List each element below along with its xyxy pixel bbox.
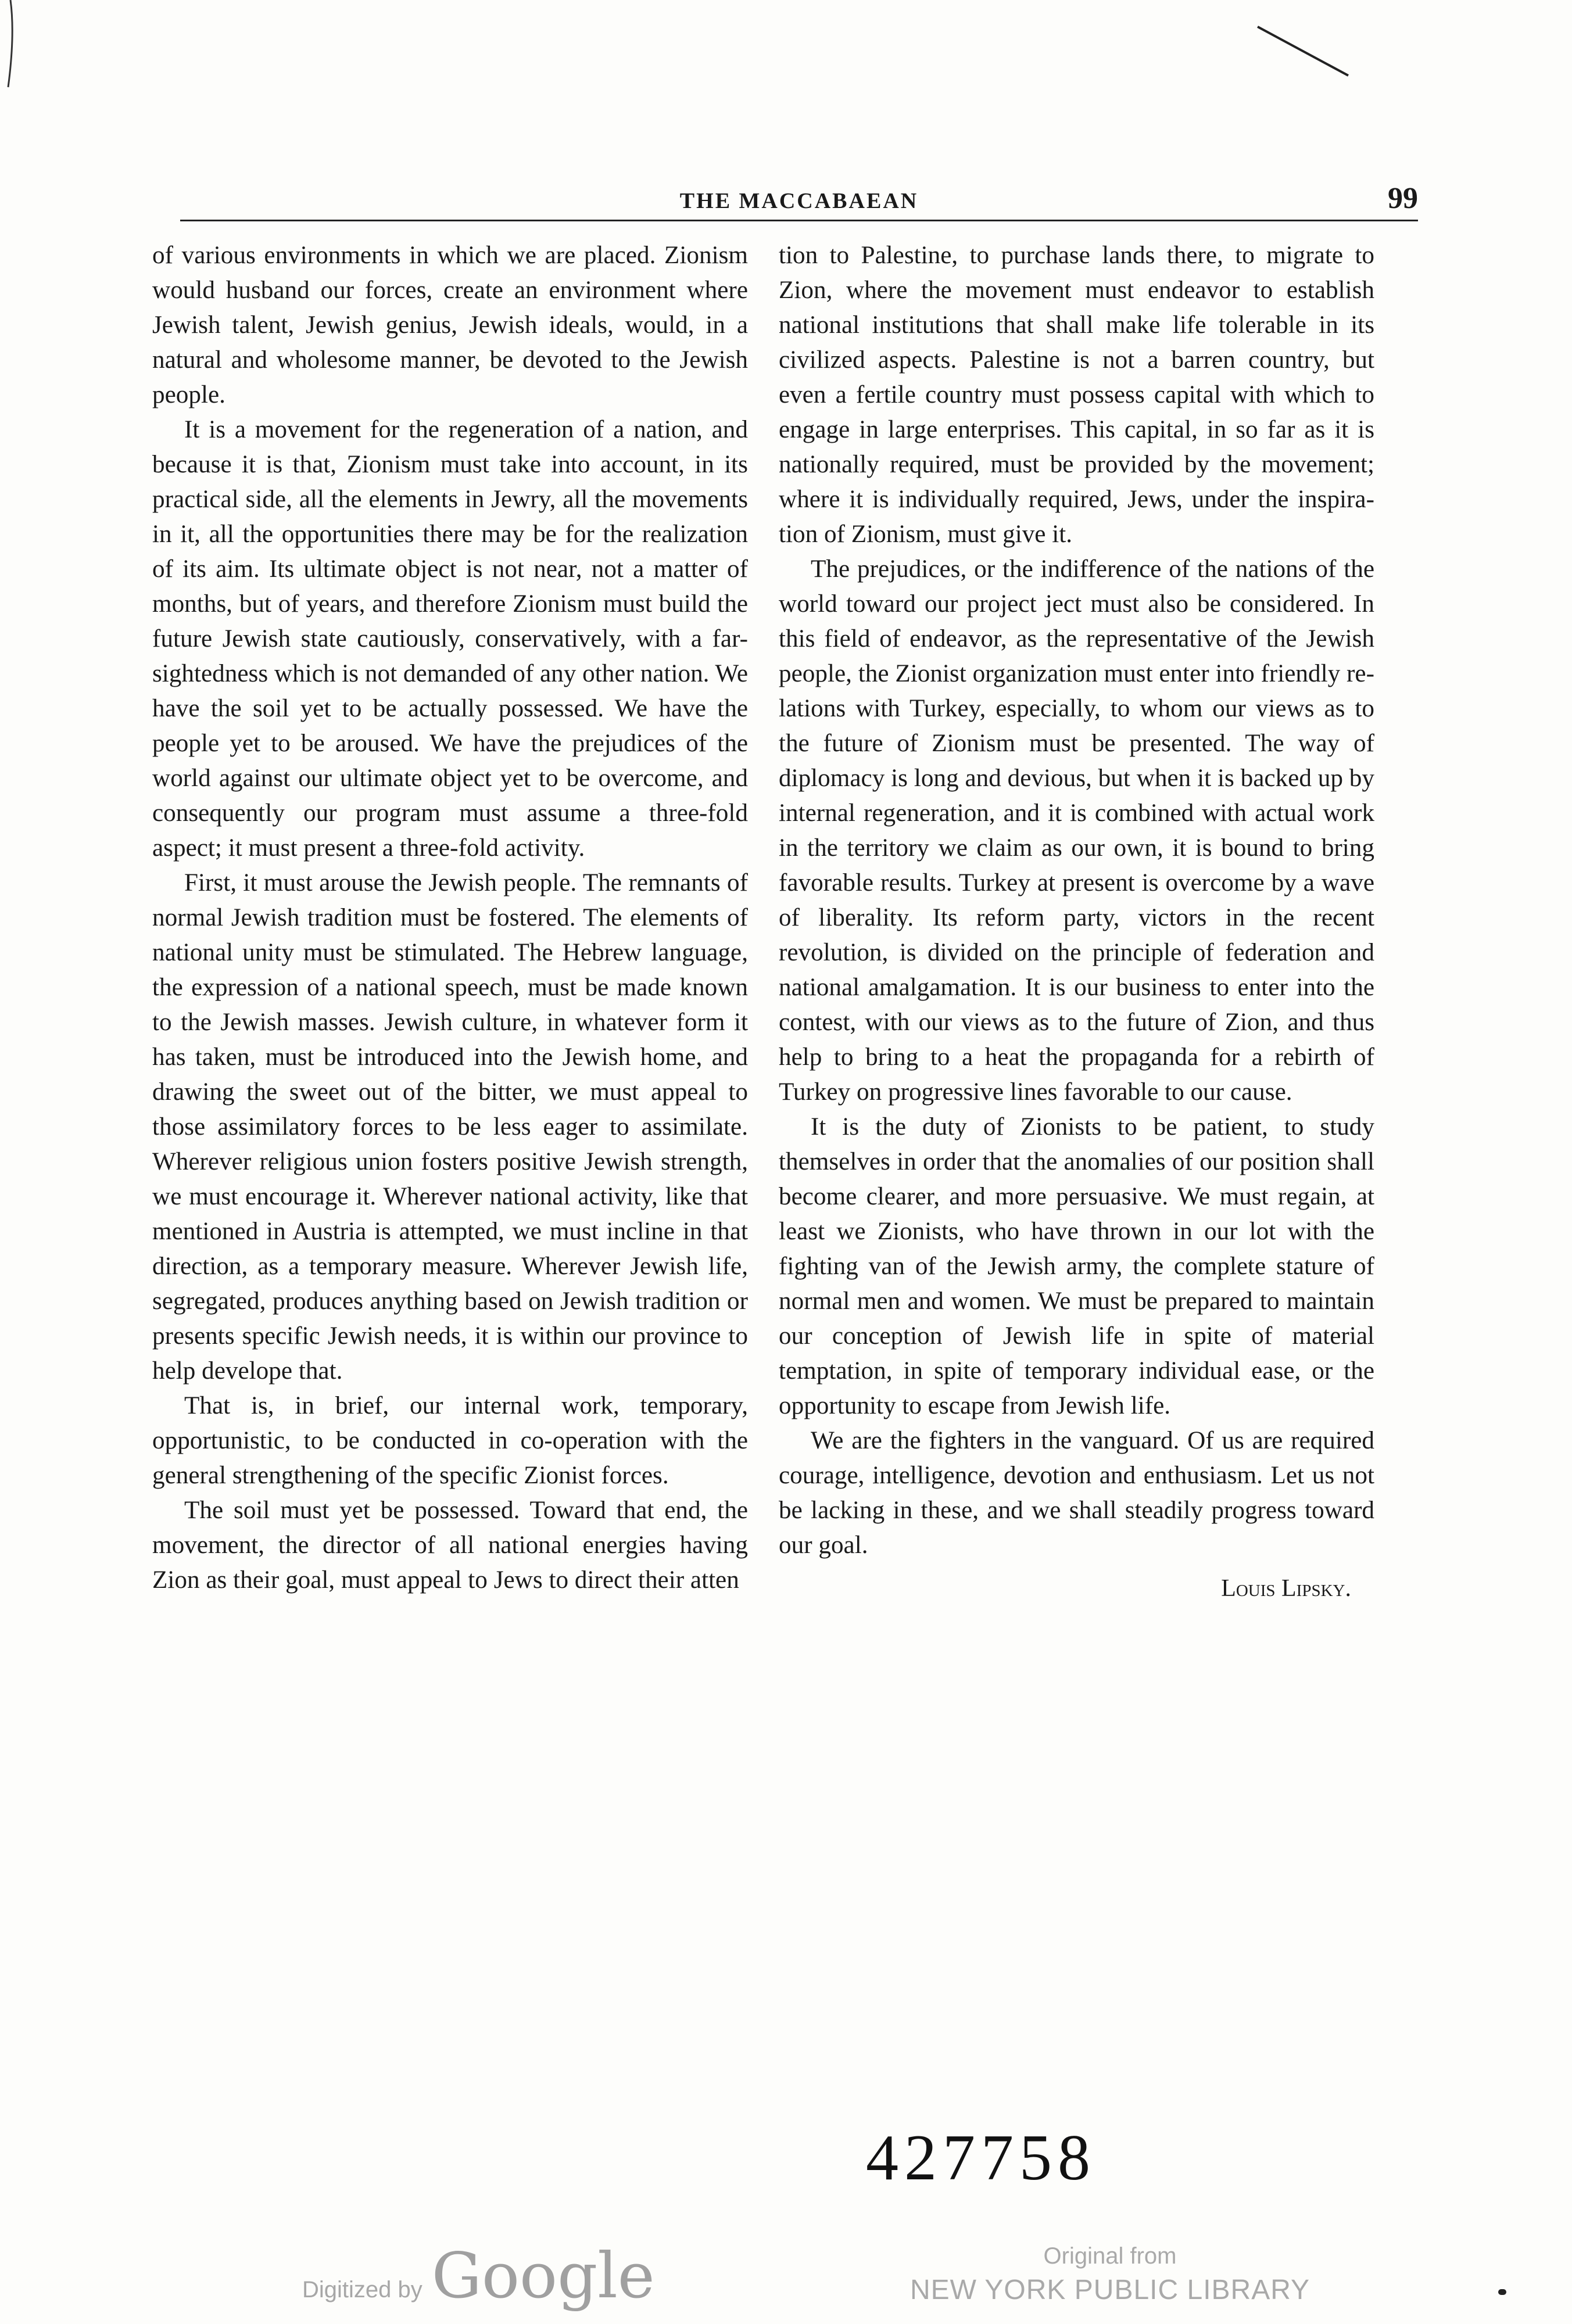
right-column xyxy=(779,238,1374,1606)
paragraph: of various environments in which we are placed. Zionism would husband our forces, create an environment where Jewish talent, Jewish genius, Jewish ideals, would, in a natural and wholesome manner, be devoted to the Jewish people. xyxy=(152,242,748,408)
scan-artifact-dot xyxy=(1498,2289,1506,2295)
author-signature: Louis Lipsky. xyxy=(1221,1575,1351,1602)
journal-title: THE MACCABAEAN xyxy=(679,189,919,213)
paragraph: We are the fighters in the vanguard. Of us are required courage, intelligence, devotion and enthusiasm. Let us not be lacking in these, and we shall steadily progress toward our goal. xyxy=(779,1427,1374,1559)
paragraph: It is a movement for the regeneration of a nation, and because it is that, Zionism must take into account, in its practical side, all the elements in Jewry, all the movements in it, all the opportunities there may be for the realization of its aim. Its ultimate object is not near, not a matter of months, but of years, and therefore Zionism must build the future Jewish state cautiously, conservatively, with a far-sightedness which is not demanded of any other nation. We have the soil yet to be actually possessed. We have the people yet to be aroused. We have the prejudices of the world against our ultimate object yet to be overcome, and consequently our program must assume a three-fold aspect; it must present a three-fold activity. xyxy=(152,416,748,862)
page-number: 99 xyxy=(1388,182,1418,215)
paragraph: First, it must arouse the Jewish people. The remnants of normal Jewish tradition must be fostered. The elements of national unity must be stimulated. The Hebrew language, the expression of a national speech, must be made known to the Jewish masses. Jewish culture, in whatever form it has taken, must be introduced into the Jewish home, and drawing the sweet out of the bitter, we must appeal to those assimilatory forces to be less eager to assimilate. Wherever religious union fosters positive Jewish strength, we must encourage it. Wherever national activity, like that mentioned in Austria is attempted, we must incline in that direction, as a temporary measure. Wherever Jewish life, segregated, produces anything based on Jewish tradition or presents specific Jewish needs, it is within our province to help develope that. xyxy=(152,869,748,1385)
paragraph: The soil must yet be possessed. Toward that end, the movement, the director of all national energies having Zion as their goal, must appeal to Jews to direct their atten xyxy=(152,1497,748,1594)
library-name: NEW YORK PUBLIC LIBRARY xyxy=(909,2275,1310,2305)
running-head xyxy=(180,182,1418,221)
paragraph: tion to Palestine, to purchase lands there, to migrate to Zion, where the movement must endeavor to establish national institutions that shall make life tolerable in its civilized aspects. Palestine is not a barren country, but even a fertile country must possess capital with which to engage in large enterprises. This capital, in so far as it is nationally required, must be provided by the movement; where it is individually required, Jews, under the inspiration of Zionism, must give it. xyxy=(779,242,1374,548)
scan-artifact-edge xyxy=(0,0,23,93)
paragraph: It is the duty of Zionists to be patient, to study themselves in order that the anomalies of our position shall become clearer, and more persuasive. We must regain, at least we Zionists, who have thrown in our lot with the fighting van of the Jewish army, the complete stature of normal men and women. We must be prepared to maintain our conception of Jewish life in spite of material temptation, in spite of temporary individual ease, or the opportunity to escape from Jewish life. xyxy=(779,1113,1374,1419)
left-column xyxy=(152,238,748,1598)
library-footer xyxy=(907,2240,1313,2308)
catalog-number: 427758 xyxy=(866,2122,1096,2194)
google-logo: Google xyxy=(431,2240,655,2312)
paragraph: That is, in brief, our internal work, temporary, opportunistic, to be conducted in co-operation with the general strengthening of the specific Zionist forces. xyxy=(152,1392,748,1489)
paragraph: The prejudices, or the indifference of the nations of the world toward our project ject must also be considered. In this field of endeavor, as the representative of the Jewish people, the Zionist organization must enter into friendly relations with Turkey, especially, to whom our views as to the future of Zionism must be presented. The way of diplomacy is long and devious, but when it is backed up by internal regeneration, and it is combined with actual work in the territory we claim as our own, it is bound to bring favorable results. Turkey at present is overcome by a wave of liberality. Its reform party, victors in the recent revolution, is divided on the principle of federation and national amalgamation. It is our business to enter into the contest, with our views as to the future of Zion, and thus help to bring to a heat the propaganda for a rebirth of Turkey on progressive lines favorable to our cause. xyxy=(779,555,1374,1106)
original-from-text: Original from xyxy=(1043,2243,1177,2269)
digitized-by-text: Digitized by xyxy=(302,2277,422,2303)
scan-artifact-stroke xyxy=(1255,23,1354,81)
digitized-by-footer xyxy=(302,2240,655,2312)
